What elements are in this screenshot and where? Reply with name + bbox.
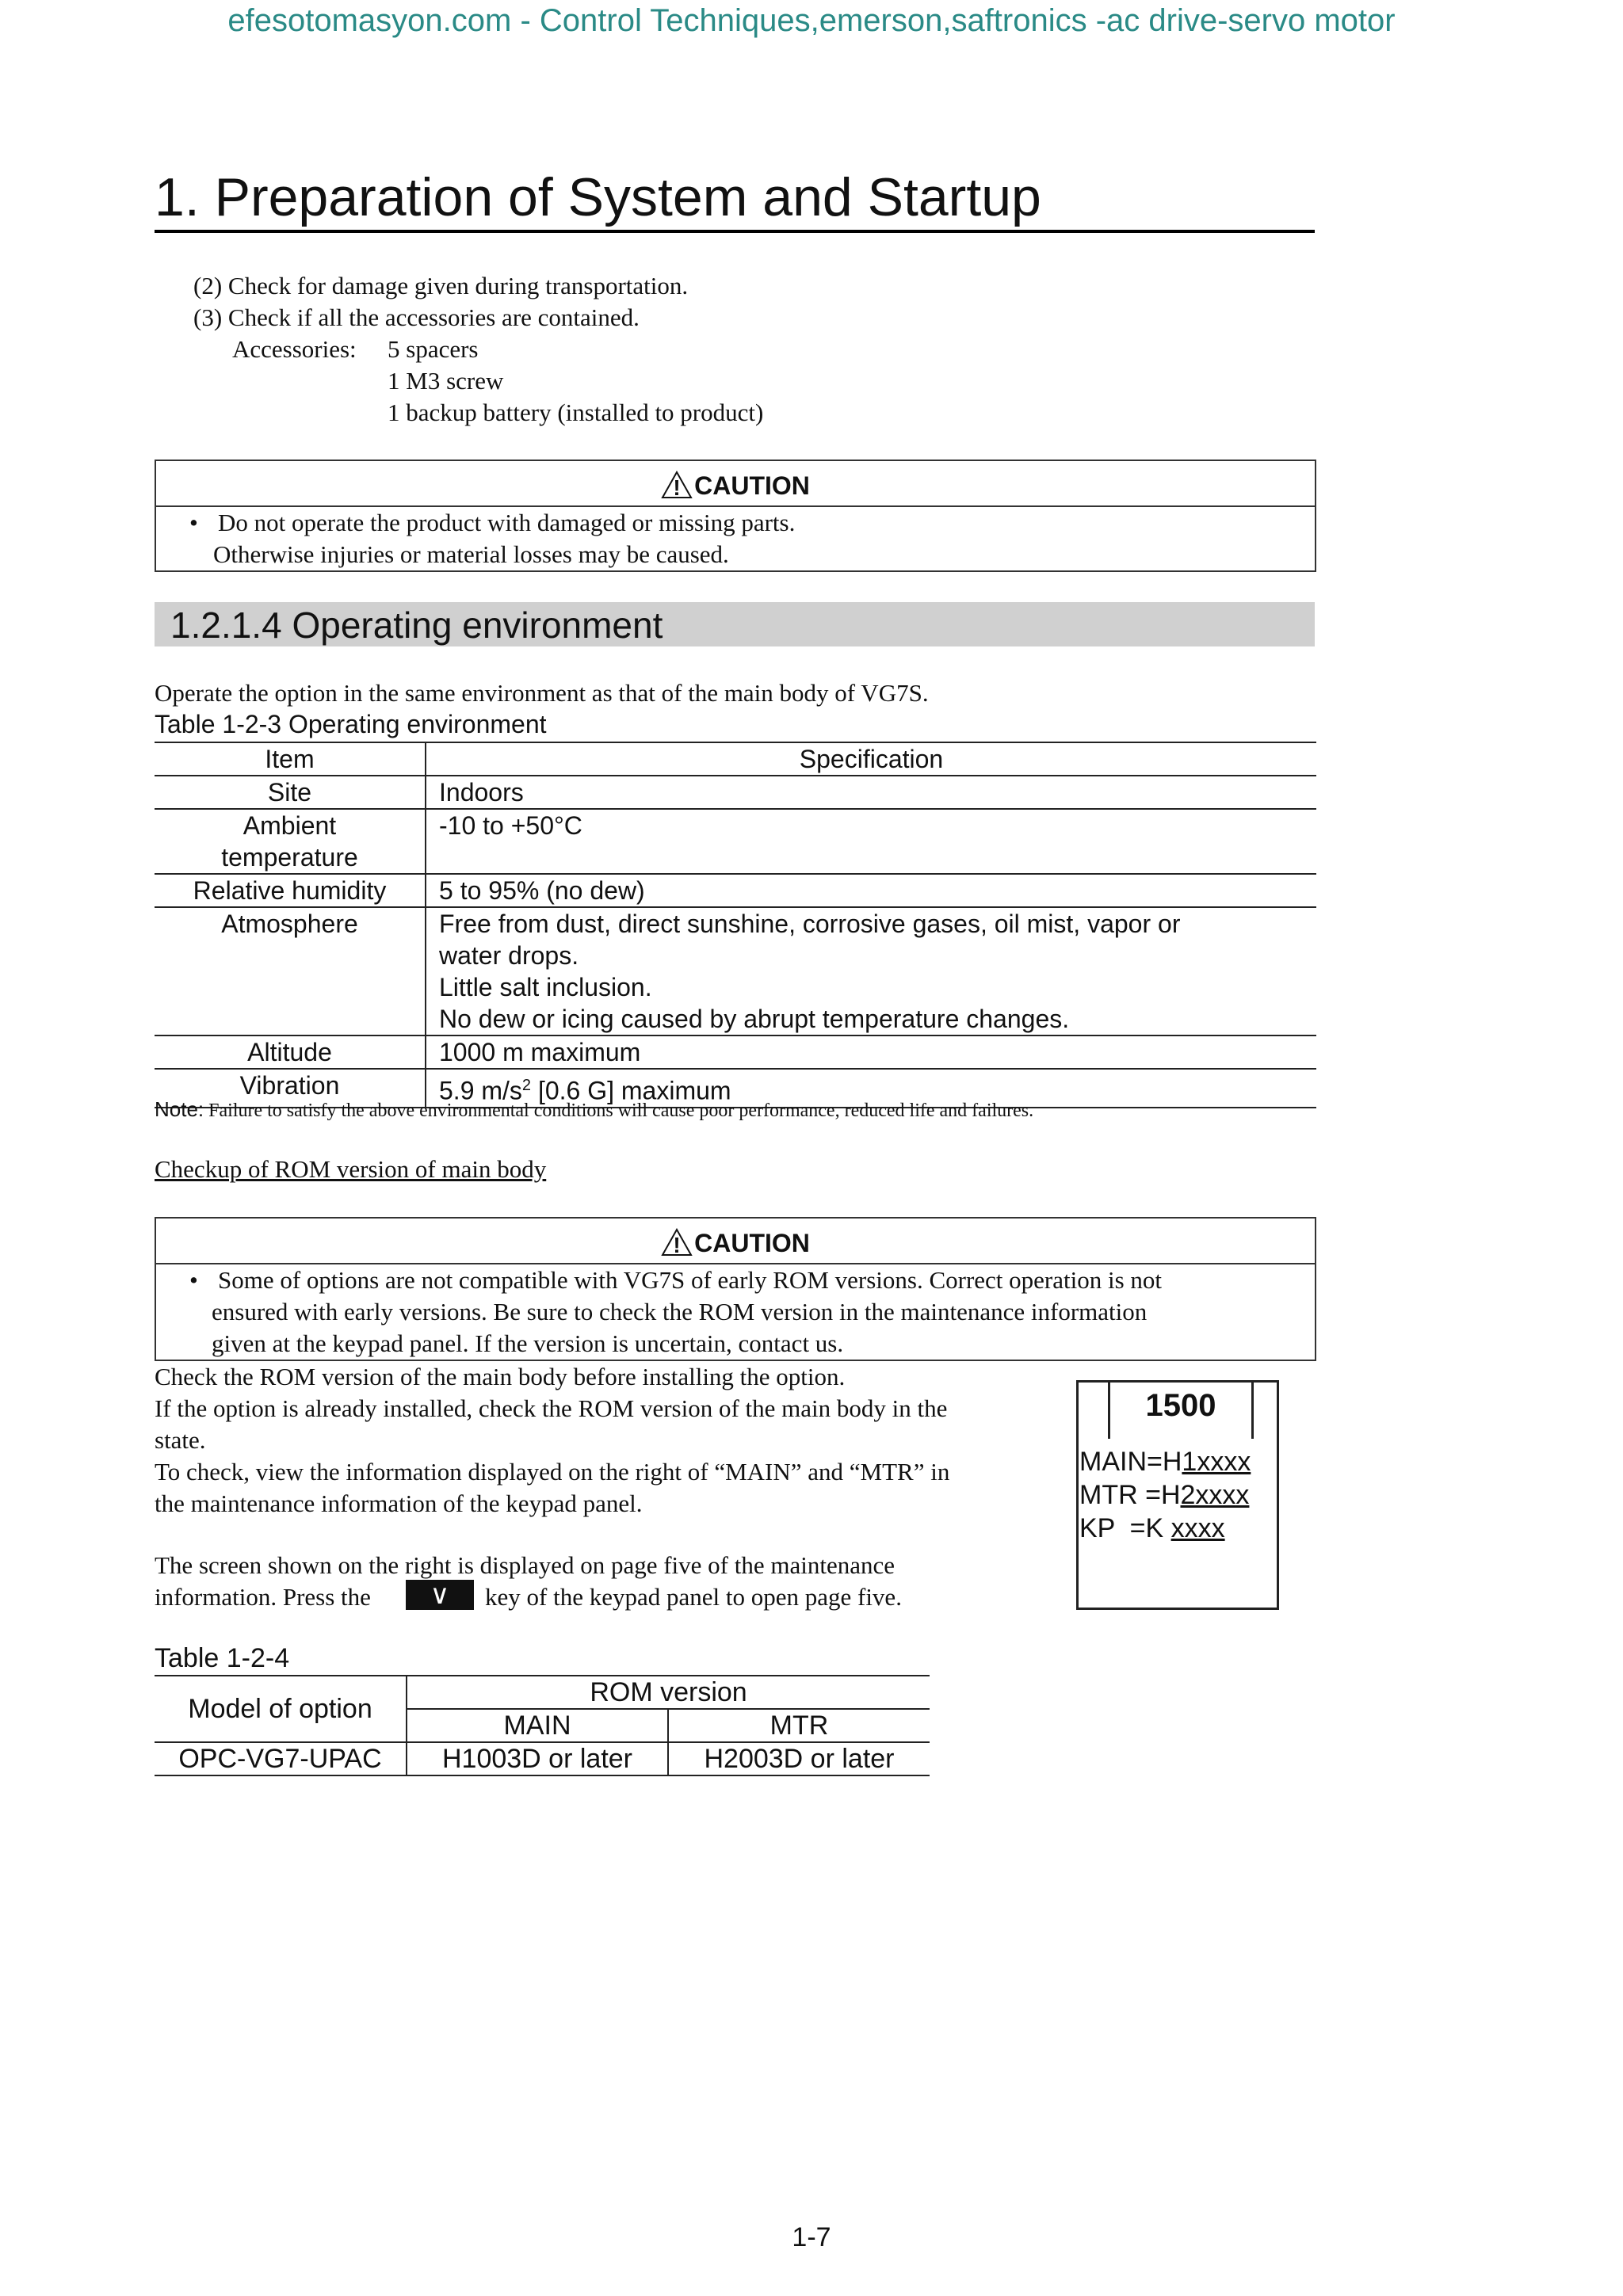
caution-box-damaged-parts	[155, 460, 1316, 572]
caution-text: given at the keypad panel. If the version is uncertain, contact us.	[212, 1329, 844, 1357]
chapter-title-rule	[155, 230, 1315, 233]
table-note: Note: Failure to satisfy the above environmental conditions will cause poor performance, reduced life and failures.	[155, 1097, 1034, 1121]
paragraph: the maintenance information of the keypad panel.	[155, 1489, 643, 1517]
item-cell: Site	[155, 776, 426, 809]
table-row	[155, 874, 1316, 907]
table-row	[155, 776, 1316, 809]
header-rom-version: ROM version	[407, 1676, 930, 1709]
spec-cell: Indoors	[426, 776, 1316, 809]
paragraph: Check the ROM version of the main body before installing the option.	[155, 1363, 846, 1390]
paragraph: If the option is already installed, check the ROM version of the main body in the	[155, 1394, 948, 1422]
caution-text: Otherwise injuries or material losses may be caused.	[213, 540, 729, 568]
caution-text: ensured with early versions. Be sure to check the ROM version in the maintenance information	[212, 1298, 1148, 1325]
accessory-item: 1 M3 screw	[388, 367, 504, 395]
keypad-main-line: MAIN=H1xxxx	[1079, 1447, 1251, 1477]
spec-cell: -10 to +50°C	[426, 809, 1316, 874]
item-cell: Vibration	[155, 1069, 426, 1108]
rom-check-heading: Checkup of ROM version of main body	[155, 1155, 547, 1183]
rom-version-table	[155, 1675, 930, 1776]
section-intro: Operate the option in the same environment as that of the main body of VG7S.	[155, 679, 929, 707]
svg-text:!: !	[673, 475, 681, 499]
caution-box-rom-version	[155, 1217, 1316, 1361]
table-caption: Table 1-2-3 Operating environment	[155, 710, 547, 738]
paragraph: key of the keypad panel to open page five.	[485, 1583, 902, 1611]
page-number: 1-7	[792, 2222, 831, 2252]
model-cell: OPC-VG7-UPAC	[155, 1742, 407, 1775]
accessory-item: 1 backup battery (installed to product)	[388, 399, 764, 426]
table-row	[155, 809, 1316, 874]
table-caption: Table 1-2-4	[155, 1643, 290, 1673]
caution-header	[156, 461, 1315, 507]
check-item-3: (3) Check if all the accessories are contained.	[193, 303, 640, 331]
item-cell: Atmosphere	[155, 907, 426, 1035]
header-model: Model of option	[155, 1676, 407, 1742]
keypad-display-value: 1500	[1145, 1388, 1216, 1423]
accessory-item: 5 spacers	[388, 335, 479, 363]
environment-table	[155, 742, 1316, 1108]
table-row	[155, 907, 1316, 1035]
paragraph: state.	[155, 1426, 206, 1454]
header-main: MAIN	[407, 1709, 668, 1742]
main-cell: H1003D or later	[407, 1742, 668, 1775]
bullet: •	[189, 509, 198, 536]
caution-text: Some of options are not compatible with VG7S of early ROM versions. Correct operation is not	[218, 1266, 1163, 1294]
table-row	[155, 1035, 1316, 1069]
spec-cell: 5.9 $m/s^2$ [0.6 G] maximum	[426, 1069, 1316, 1108]
header-specification: Specification	[426, 742, 1316, 776]
header-item: Item	[155, 742, 426, 776]
caution-text: Do not operate the product with damaged or missing parts.	[218, 509, 796, 536]
warning-triangle-icon	[661, 1228, 693, 1257]
item-cell: Ambient temperature	[155, 809, 426, 874]
paragraph: To check, view the information displayed on the right of “MAIN” and “MTR” in	[155, 1458, 950, 1486]
caution-header	[156, 1219, 1315, 1264]
chapter-title: 1. Preparation of System and Startup	[155, 167, 1041, 227]
header-mtr: MTR	[668, 1709, 930, 1742]
paragraph: The screen shown on the right is displayed on page five of the maintenance	[155, 1551, 896, 1579]
warning-triangle-icon	[661, 471, 693, 499]
keypad-kp-line: KP =K xxxx	[1079, 1513, 1225, 1543]
down-key-icon: ∨	[406, 1580, 474, 1610]
table-row	[155, 1742, 930, 1775]
caution-label: CAUTION	[694, 471, 810, 500]
watermark-header: efesotomasyon.com - Control Techniques,emerson,saftronics -ac drive-servo motor	[227, 3, 1396, 38]
paragraph: information. Press the	[155, 1583, 371, 1611]
accessories-label: Accessories:	[232, 335, 357, 363]
check-item-2: (2) Check for damage given during transportation.	[193, 272, 689, 299]
svg-text:!: !	[673, 1233, 681, 1257]
spec-cell: Free from dust, direct sunshine, corrosive gases, oil mist, vapor or water drops. Little salt inclusion. No dew or icing caused by abrupt temperature changes.	[426, 907, 1316, 1035]
item-cell: Altitude	[155, 1035, 426, 1069]
caution-label: CAUTION	[694, 1229, 810, 1257]
table-header-row	[155, 1676, 930, 1709]
bullet: •	[189, 1266, 198, 1294]
item-cell: Relative humidity	[155, 874, 426, 907]
section-title: 1.2.1.4 Operating environment	[170, 605, 663, 646]
keypad-mtr-line: MTR =H2xxxx	[1079, 1480, 1250, 1510]
spec-cell: 1000 m maximum	[426, 1035, 1316, 1069]
spec-cell: 5 to 95% (no dew)	[426, 874, 1316, 907]
table-header-row	[155, 742, 1316, 776]
mtr-cell: H2003D or later	[668, 1742, 930, 1775]
